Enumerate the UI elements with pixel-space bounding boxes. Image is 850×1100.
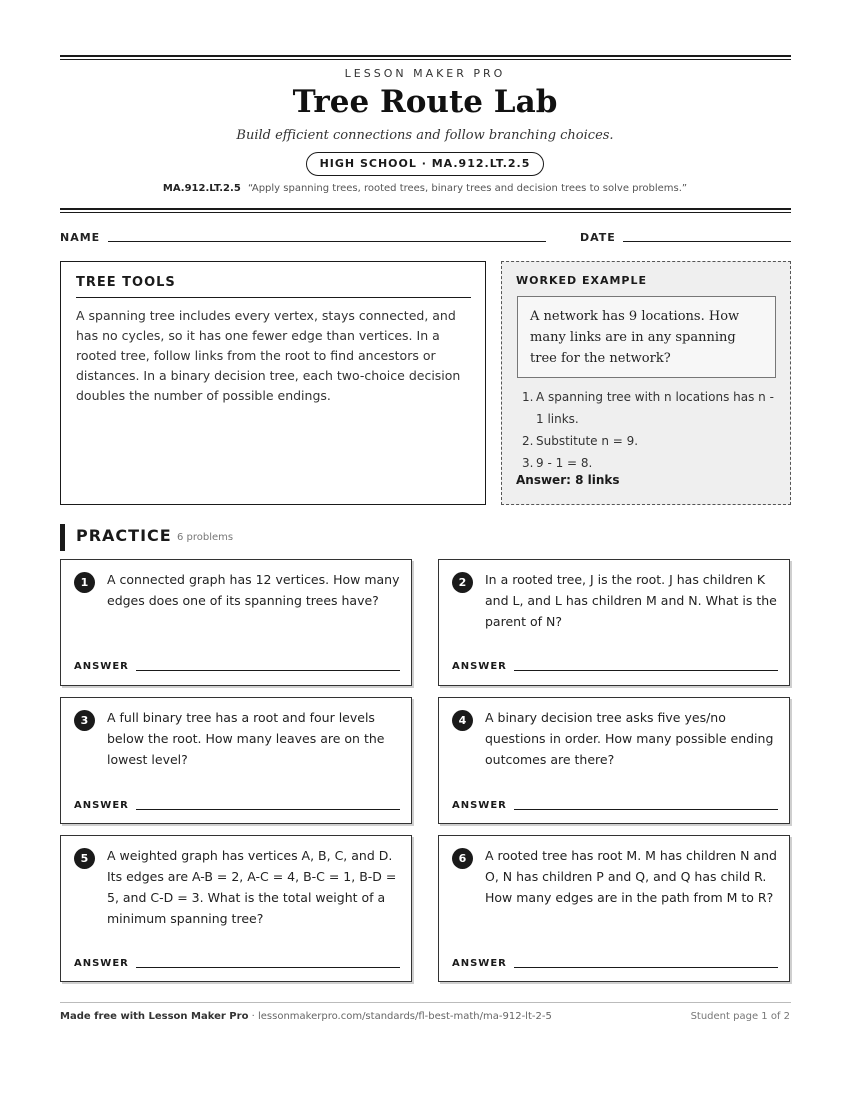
brand-name: LESSON MAKER PRO — [344, 67, 506, 80]
name-label: NAME — [60, 231, 101, 244]
problem-number-badge: 1 — [74, 572, 95, 593]
problem-text: A binary decision tree asks five yes/no questions in order. How many possible ending outcomes are there? — [485, 710, 774, 767]
problem-card-5 — [60, 835, 412, 982]
tree-tools-divider — [76, 297, 471, 298]
date-label: DATE — [580, 231, 616, 244]
problem-card-1 — [60, 559, 412, 686]
answer-label: ANSWER — [452, 800, 507, 811]
footer-divider — [60, 1002, 791, 1003]
problem-number-badge: 2 — [452, 572, 473, 593]
name-field[interactable] — [108, 241, 546, 242]
tree-tools-text: A spanning tree includes every vertex, stays connected, and has no cycles, so it has one fewer edge than vertices. In a rooted tree, follow links from the root to find ancestors or distances. In a binary decision tree, each two-choice decision doubles the number of possible endings. — [76, 308, 461, 403]
grade-standard-badge: HIGH SCHOOL · MA.912.LT.2.5 — [306, 152, 544, 176]
page-title: Tree Route Lab — [292, 84, 558, 120]
footer-page-number: Student page 1 of 2 — [690, 1011, 790, 1022]
problem-text: A full binary tree has a root and four levels below the root. How many leaves are on the lowest level? — [107, 710, 385, 767]
answer-field[interactable] — [514, 800, 778, 810]
answer-label: ANSWER — [74, 800, 129, 811]
top-rule — [60, 55, 791, 60]
problem-number-badge: 3 — [74, 710, 95, 731]
footer-url[interactable]: · lessonmakerpro.com/standards/fl-best-math/ma-912-lt-2-5 — [248, 1011, 552, 1022]
problem-text: A weighted graph has vertices A, B, C, and D. Its edges are A-B = 2, A-C = 4, B-C = 1, B-D = 5, and C-D = 3. What is the total weight of a minimum spanning tree? — [107, 848, 397, 926]
practice-title: PRACTICE — [76, 526, 172, 545]
worked-example-title: WORKED EXAMPLE — [516, 274, 647, 287]
answer-label: ANSWER — [74, 958, 129, 969]
date-field[interactable] — [623, 241, 791, 242]
worked-example-question: A network has 9 locations. How many links are in any spanning tree for the network? — [517, 296, 776, 378]
answer-field[interactable] — [136, 958, 400, 968]
answer-label: ANSWER — [74, 661, 129, 672]
practice-count: 6 problems — [177, 532, 234, 543]
standard-line — [0, 183, 850, 194]
answer-field[interactable] — [514, 958, 778, 968]
tree-tools-box — [60, 261, 486, 505]
worked-step: 3. 9 - 1 = 8. — [522, 456, 593, 470]
worked-example-box — [501, 261, 791, 505]
problem-number-badge: 4 — [452, 710, 473, 731]
tree-tools-title: TREE TOOLS — [76, 275, 176, 290]
answer-field[interactable] — [136, 661, 400, 671]
problem-number-badge: 6 — [452, 848, 473, 869]
problem-card-3 — [60, 697, 412, 824]
problem-text: A connected graph has 12 vertices. How many edges does one of its spanning trees have? — [107, 572, 400, 608]
standard-text: “Apply spanning trees, rooted trees, binary trees and decision trees to solve problems.” — [247, 183, 688, 194]
problem-number-badge: 5 — [74, 848, 95, 869]
problem-card-6 — [438, 835, 790, 982]
practice-accent-bar — [60, 524, 65, 551]
answer-label: ANSWER — [452, 958, 507, 969]
problem-card-4 — [438, 697, 790, 824]
answer-label: ANSWER — [452, 661, 507, 672]
problem-card-2 — [438, 559, 790, 686]
worked-step: 1. A spanning tree with n locations has n - 1 links. — [522, 390, 774, 426]
problem-text: In a rooted tree, J is the root. J has children K and L, and L has children M and N. What is the parent of N? — [485, 572, 777, 629]
footer-credit — [60, 1011, 552, 1022]
footer-made-with: Made free with Lesson Maker Pro — [60, 1011, 249, 1022]
worked-step: 2. Substitute n = 9. — [522, 434, 639, 448]
answer-field[interactable] — [514, 661, 778, 671]
worked-example-steps — [522, 386, 778, 474]
header-bottom-rule — [60, 208, 791, 213]
worked-example-answer: Answer: 8 links — [516, 473, 620, 487]
page-subtitle: Build efficient connections and follow branching choices. — [236, 128, 614, 143]
answer-field[interactable] — [136, 800, 400, 810]
problem-text: A rooted tree has root M. M has children N and O, N has children P and Q, and Q has child R. How many edges are in the path from M to R? — [485, 848, 777, 905]
standard-code: MA.912.LT.2.5 — [162, 183, 241, 194]
